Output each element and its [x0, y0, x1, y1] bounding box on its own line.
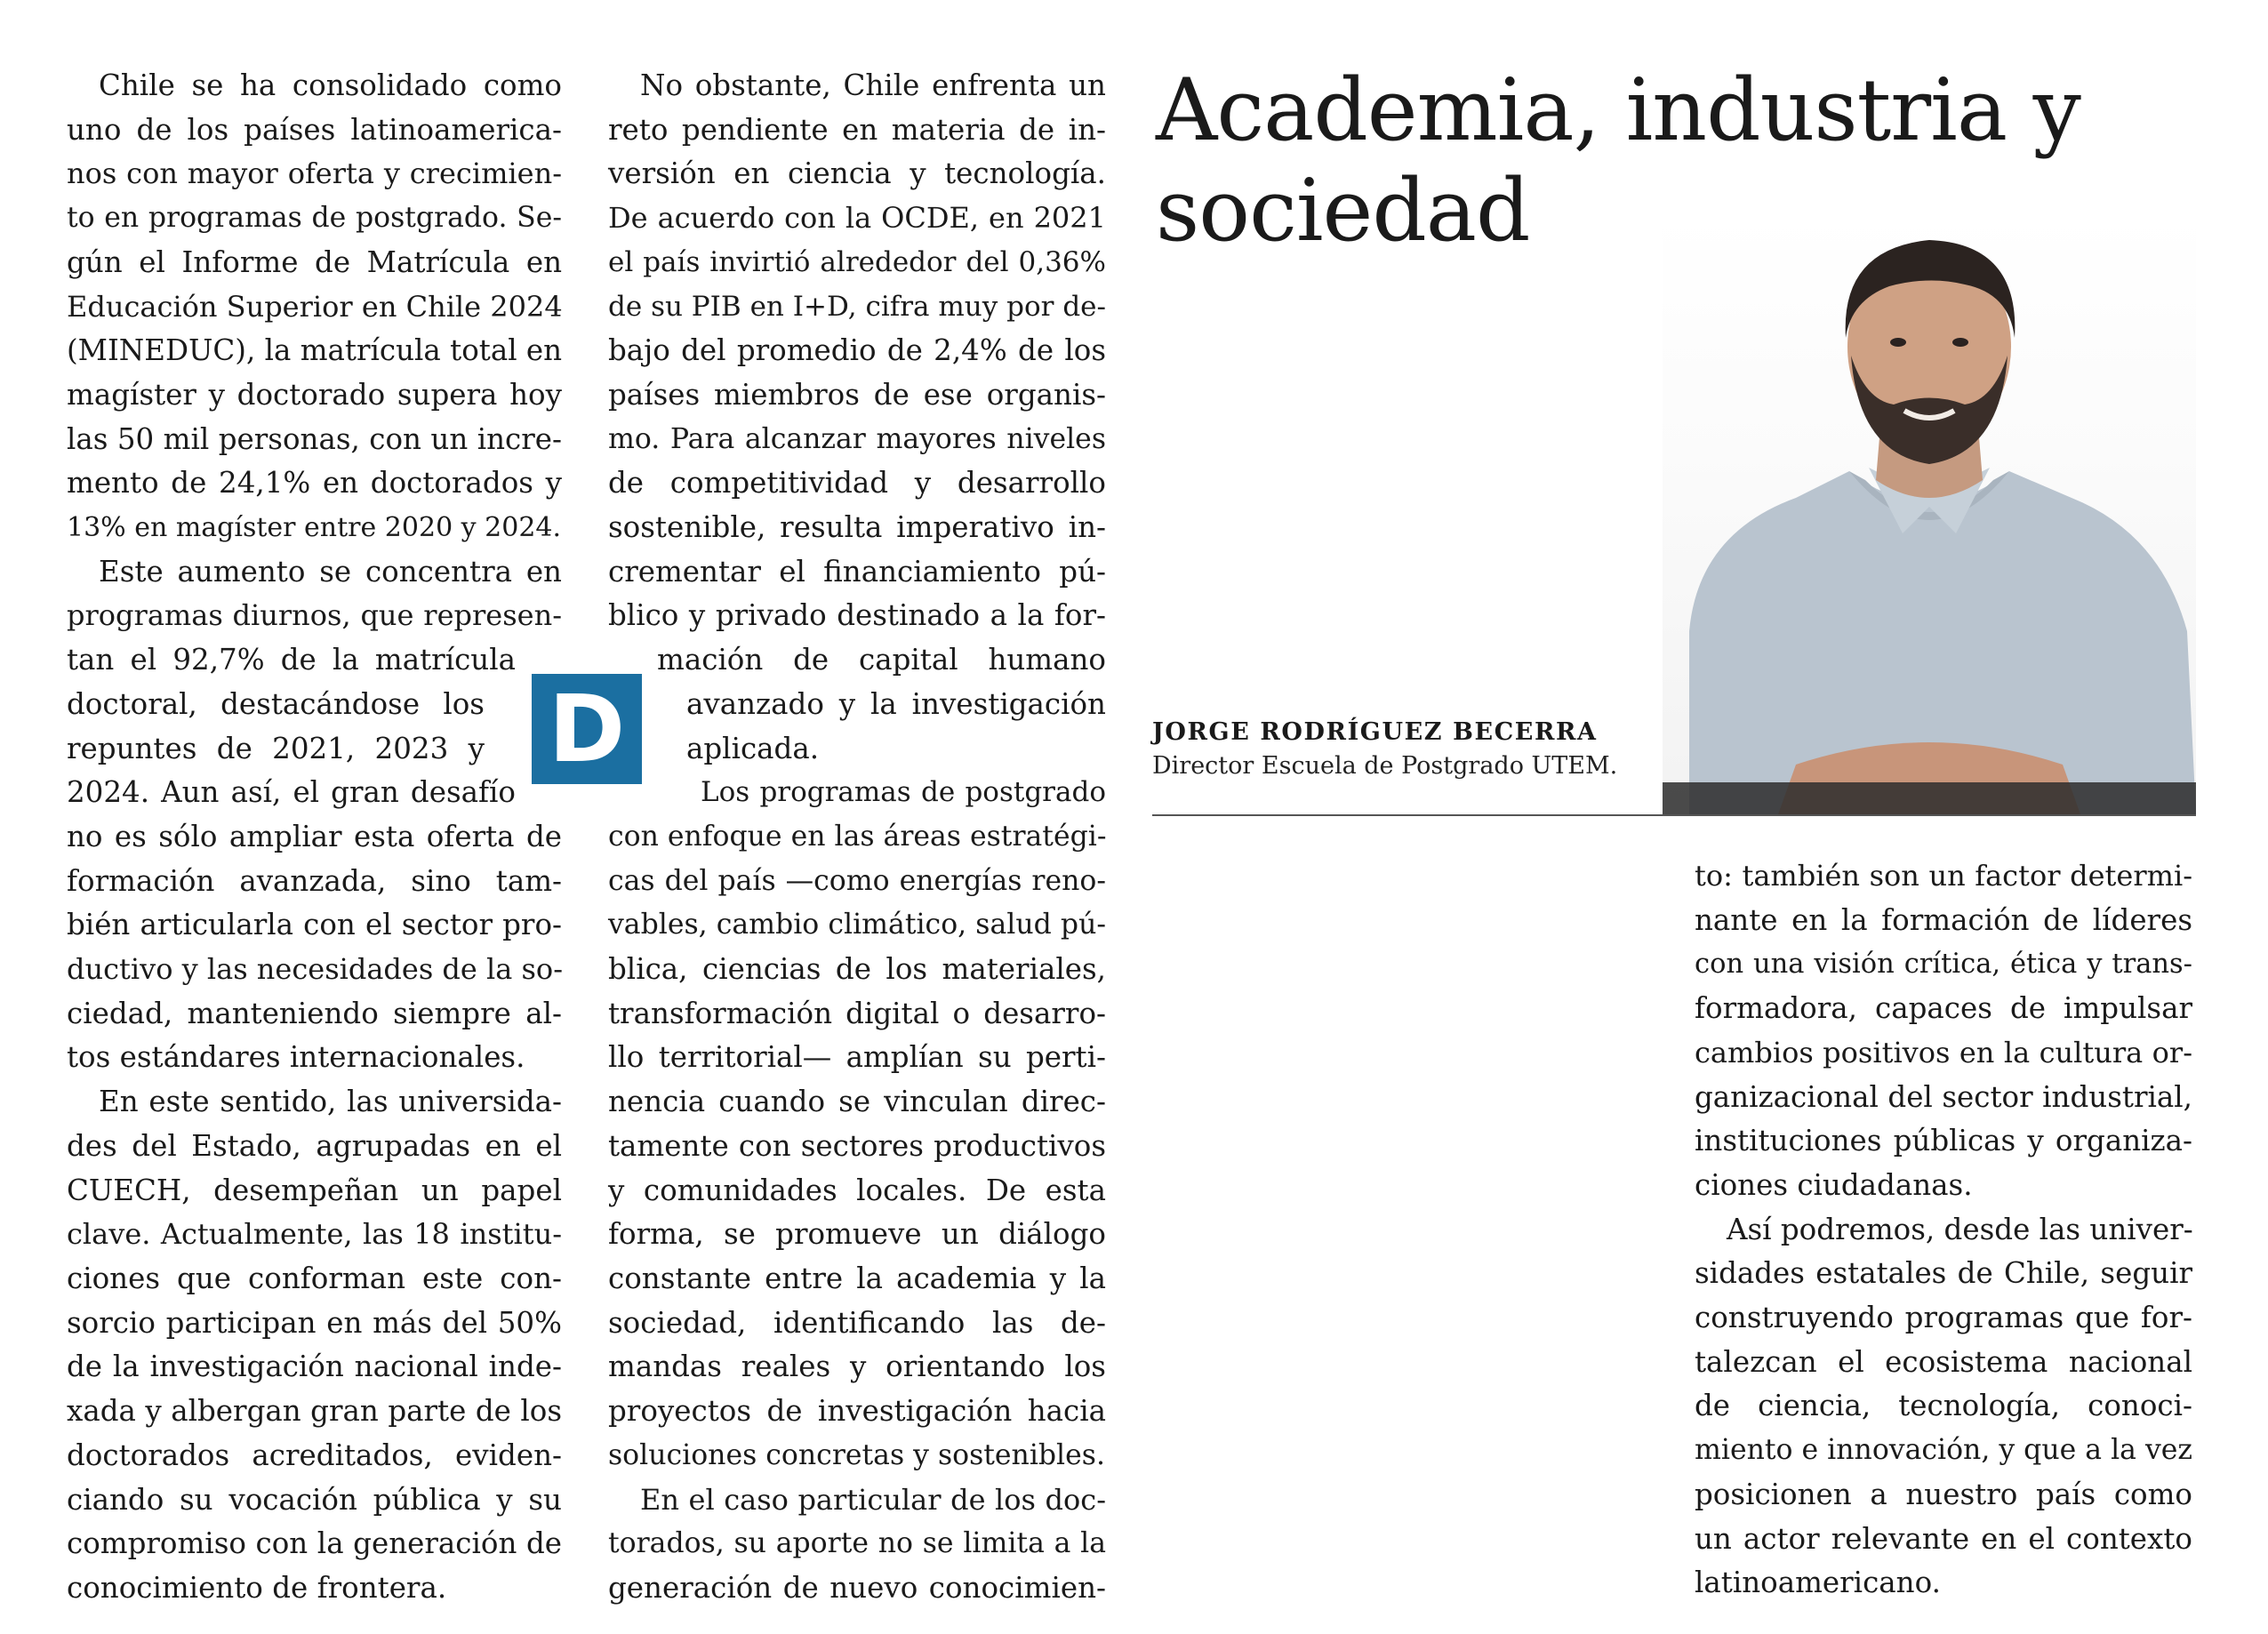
text-line: (MINEDUC), la matrícula total en: [67, 333, 563, 368]
text-line: doctorados acreditados, eviden-: [67, 1438, 562, 1472]
author-name: JORGE RODRÍGUEZ BECERRA: [1152, 718, 1598, 746]
text-line: 2024. Aun así, el gran desafío: [67, 775, 516, 810]
text-line: bajo del promedio de 2,4% de los: [608, 333, 1106, 368]
text-line: transformación digital o desarro-: [608, 996, 1106, 1030]
text-line: sorcio participan en más del 50%: [67, 1305, 562, 1340]
text-line: Los programas de postgrado: [701, 776, 1106, 809]
text-line: crementar el financiamiento pú-: [608, 554, 1106, 589]
drop-cap: D: [532, 674, 642, 784]
text-line: Así podremos, desde las univer-: [1727, 1212, 2193, 1246]
text-line: nante en la formación de líderes: [1695, 902, 2192, 937]
text-line: gún el Informe de Matrícula en: [67, 244, 562, 279]
text-line: instituciones públicas y organiza-: [1695, 1124, 2192, 1158]
text-line: avanzado y la investigación: [686, 686, 1106, 721]
text-line: nencia cuando se vinculan direc-: [608, 1085, 1106, 1119]
text-line: construyendo programas que for-: [1695, 1301, 2192, 1335]
author-photo: [1663, 213, 2196, 814]
headline-line-1: Academia, industria y: [1156, 60, 2080, 160]
text-line: posicionen a nuestro país como: [1695, 1477, 2192, 1511]
article-column-3: [1695, 854, 2192, 1606]
text-line: to en programas de postgrado. Se-: [67, 202, 562, 235]
text-line: reto pendiente en materia de in-: [608, 112, 1106, 147]
text-line: ganizacional del sector industrial,: [1695, 1079, 2192, 1114]
text-line: el país invirtió alrededor del 0,36%: [608, 245, 1106, 278]
text-line: de ciencia, tecnología, conoci-: [1695, 1389, 2192, 1423]
text-line: de su PIB en I+D, cifra muy por de-: [608, 290, 1106, 323]
text-line: magíster y doctorado supera hoy: [67, 377, 562, 412]
text-line: países miembros de ese organis-: [608, 377, 1106, 412]
text-line: tan el 92,7% de la matrícula: [67, 643, 516, 677]
text-line: formadora, capaces de impulsar: [1695, 991, 2192, 1026]
text-line: mandas reales y orientando los: [608, 1350, 1106, 1384]
text-line: programas diurnos, que represen-: [67, 598, 562, 633]
text-line: ciando su vocación pública y su: [67, 1482, 562, 1517]
text-line: compromiso con la generación de: [67, 1526, 562, 1561]
text-line: aplicada.: [686, 731, 820, 765]
text-line: torados, su aporte no se limita a la: [608, 1527, 1106, 1560]
text-line: nos con mayor oferta y crecimien-: [67, 156, 562, 191]
text-line: formación avanzada, sino tam-: [67, 863, 562, 898]
text-line: de competitividad y desarrollo: [608, 466, 1106, 501]
author-portrait-illustration: [1663, 213, 2196, 814]
text-line: vables, cambio climático, salud pú-: [608, 909, 1106, 941]
text-line: con enfoque en las áreas estratégi-: [608, 820, 1107, 853]
text-line: En este sentido, las universida-: [99, 1085, 562, 1119]
text-line: constante entre la academia y la: [608, 1261, 1106, 1295]
text-line: cambios positivos en la cultura or-: [1695, 1035, 2192, 1069]
text-line: latinoamericano.: [1695, 1566, 1941, 1600]
text-line: sidades estatales de Chile, seguir: [1695, 1256, 2192, 1291]
article-column-2: [608, 64, 1106, 1611]
text-line: de la investigación nacional inde-: [67, 1350, 562, 1384]
headline-line-2: sociedad: [1156, 161, 1530, 260]
text-line: proyectos de investigación hacia: [608, 1394, 1106, 1429]
text-line: miento e innovación, y que a la vez: [1695, 1434, 2192, 1467]
text-line: forma, se promueve un diálogo: [608, 1217, 1106, 1252]
author-role: Director Escuela de Postgrado UTEM.: [1152, 752, 1618, 780]
text-line: des del Estado, agrupadas en el: [67, 1128, 562, 1163]
text-line: ciones que conforman este con-: [67, 1261, 562, 1295]
text-line: soluciones concretas y sostenibles.: [608, 1438, 1105, 1471]
text-line: tamente con sectores productivos: [608, 1128, 1106, 1163]
text-line: versión en ciencia y tecnología.: [608, 156, 1106, 191]
text-line: repuntes de 2021, 2023 y: [67, 731, 485, 765]
text-line: ciedad, manteniendo siempre al-: [67, 996, 562, 1030]
text-line: llo territorial— amplían su perti-: [608, 1040, 1106, 1075]
text-line: 13% en magíster entre 2020 y 2024.: [67, 512, 562, 544]
text-line: uno de los países latinoamerica-: [67, 112, 562, 147]
text-line: con una visión crítica, ética y trans-: [1695, 949, 2192, 981]
text-line: De acuerdo con la OCDE, en 2021: [608, 201, 1106, 236]
text-line: Este aumento se concentra en: [99, 554, 562, 589]
text-line: No obstante, Chile enfrenta un: [640, 68, 1106, 102]
text-line: conocimiento de frontera.: [67, 1570, 447, 1605]
text-line: Educación Superior en Chile 2024: [67, 289, 563, 324]
text-line: clave. Actualmente, las 18 institu-: [67, 1217, 562, 1252]
text-line: blica, ciencias de los materiales,: [608, 952, 1106, 987]
text-line: doctoral, destacándose los: [67, 686, 485, 721]
article-column-1: [67, 64, 562, 1611]
text-line: sostenible, resulta imperativo in-: [608, 510, 1106, 545]
text-line: En el caso particular de los doc-: [640, 1482, 1106, 1517]
text-line: xada y albergan gran parte de los: [67, 1394, 562, 1429]
text-line: ciones ciudadanas.: [1695, 1167, 1973, 1202]
text-line: mento de 24,1% en doctorados y: [67, 466, 562, 501]
text-line: to: también son un factor determi-: [1695, 859, 2192, 893]
text-line: ductivo y las necesidades de la so-: [67, 952, 563, 987]
text-line: bién articularla con el sector pro-: [67, 908, 562, 942]
text-line: no es sólo ampliar esta oferta de: [67, 819, 562, 853]
text-line: Chile se ha consolidado como: [99, 68, 562, 102]
divider: [1152, 814, 2196, 816]
text-line: talezcan el ecosistema nacional: [1695, 1344, 2192, 1379]
text-line: CUECH, desempeñan un papel: [67, 1173, 562, 1207]
text-line: mación de capital humano: [657, 643, 1106, 677]
text-line: un actor relevante en el contexto: [1695, 1521, 2192, 1556]
text-line: blico y privado destinado a la for-: [608, 598, 1106, 633]
text-line: las 50 mil personas, con un incre-: [67, 421, 562, 456]
text-line: sociedad, identificando las de-: [608, 1305, 1106, 1340]
text-line: generación de nuevo conocimien-: [608, 1570, 1106, 1605]
text-line: cas del país —como energías reno-: [608, 864, 1106, 897]
text-line: mo. Para alcanzar mayores niveles: [608, 422, 1106, 455]
text-line: tos estándares internacionales.: [67, 1040, 525, 1075]
text-line: y comunidades locales. De esta: [608, 1173, 1106, 1207]
